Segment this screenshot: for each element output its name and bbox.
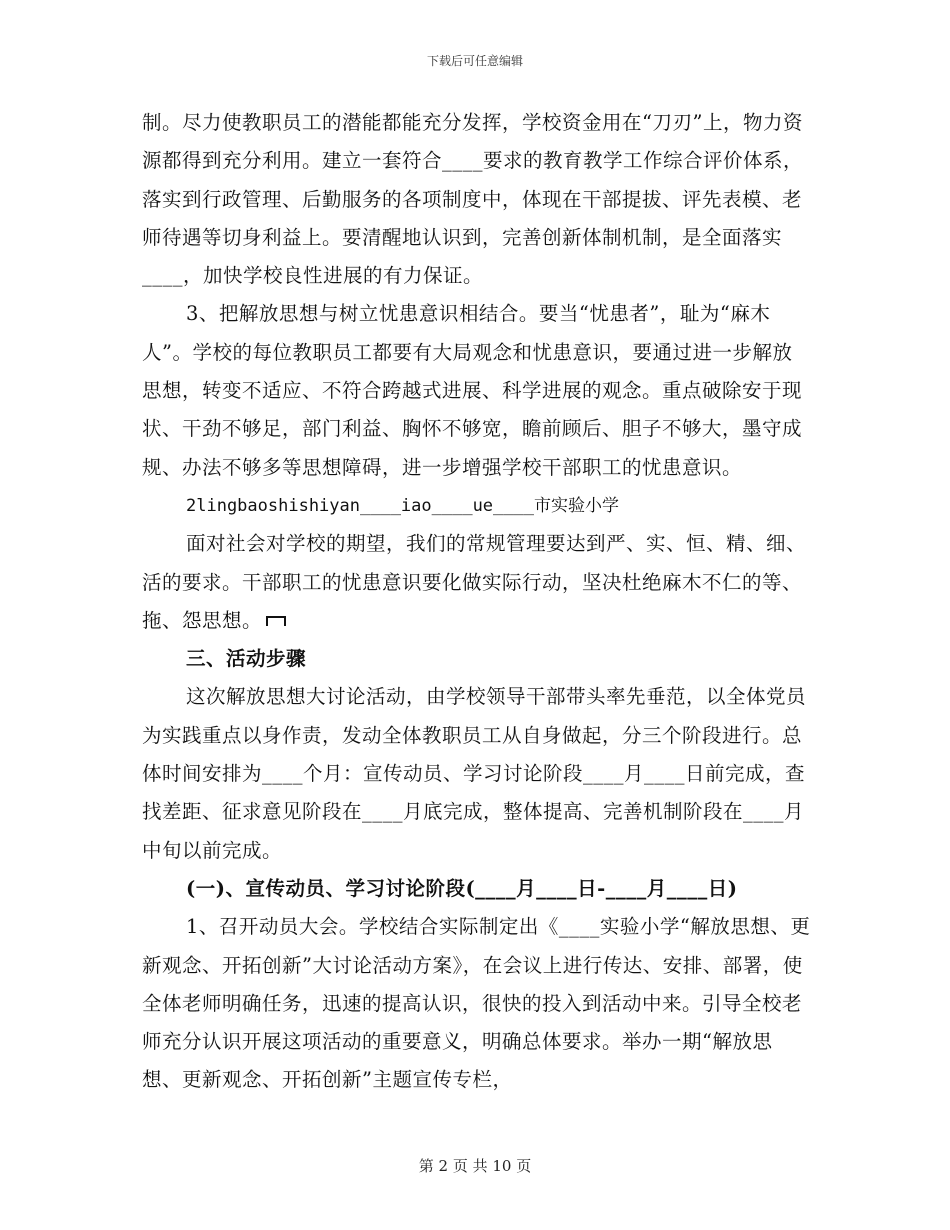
paragraph-meeting: 1、召开动员大会。学校结合实际制定出《____实验小学“解放思想、更新观念、开拓创新”大讨论活动方案》，在会议上进行传达、安排、部署，使全体老师明确任务，迅速的提高认识，很快的投入到活动中来。引导全校老师充分认识开展这项活动的重要意义，明确总体要求。举办一期“解放思想、更新观念、开拓创新”主题宣传专栏， bbox=[142, 915, 811, 1092]
page-footer: 第 2 页 共 10 页 bbox=[418, 1157, 532, 1175]
paragraph-expectation-text: 面对社会对学校的期望，我们的常规管理要达到严、实、恒、精、细、活的要求。干部职工的忧患意识要化做实际行动，坚决杜绝麻木不仁的等、拖、怨思想。 bbox=[142, 532, 807, 632]
subsection-heading-1: (一)、宣传动员、学习讨论阶段(____月____日-____月____日) bbox=[186, 876, 738, 900]
paragraph-school-line: 2lingbaoshishiyan____iao____ue____市实验小学 bbox=[186, 495, 619, 516]
paragraph-point-3: 3、把解放思想与树立忧患意识相结合。要当“忧患者”，耻为“麻木人”。学校的每位教职员工都要有大局观念和忧患意识，要通过进一步解放思想，转变不适应、不符合跨越式进展、科学进展的观念。重点破除安于现状、干劲不够足，部门利益、胸怀不够宽，瞻前顾后、胆子不够大，墨守成规、办法不够多等思想障碍，进一步增强学校干部职工的忧患意识。 bbox=[142, 302, 803, 479]
paragraph-steps: 这次解放思想大讨论活动，由学校领导干部带头率先垂范，以全体党员为实践重点以身作责，发动全体教职员工从自身做起，分三个阶段进行。总体时间安排为____个月：宣传动员、学习讨论阶段____月____日前完成，查找差距、征求意见阶段在____月底完成，整体提高、完善机制阶段在____月中旬以前完成。 bbox=[142, 685, 807, 862]
section-heading-steps: 三、活动步骤 bbox=[186, 647, 307, 671]
edit-mark-icon bbox=[266, 616, 286, 626]
document-body bbox=[142, 104, 812, 1100]
page-header: 下载后可任意编辑 bbox=[426, 54, 523, 68]
paragraph-expectation bbox=[142, 525, 812, 640]
paragraph-continuation: 制。尽力使教职员工的潜能都能充分发挥，学校资金用在“刀刃”上，物力资源都得到充分利用。建立一套符合____要求的教育教学工作综合评价体系，落实到行政管理、后勤服务的各项制度中，体现在干部提拔、评先表模、老师待遇等切身利益上。要清醒地认识到，完善创新体制机制，是全面落实____，加快学校良性进展的有力保证。 bbox=[142, 111, 804, 288]
